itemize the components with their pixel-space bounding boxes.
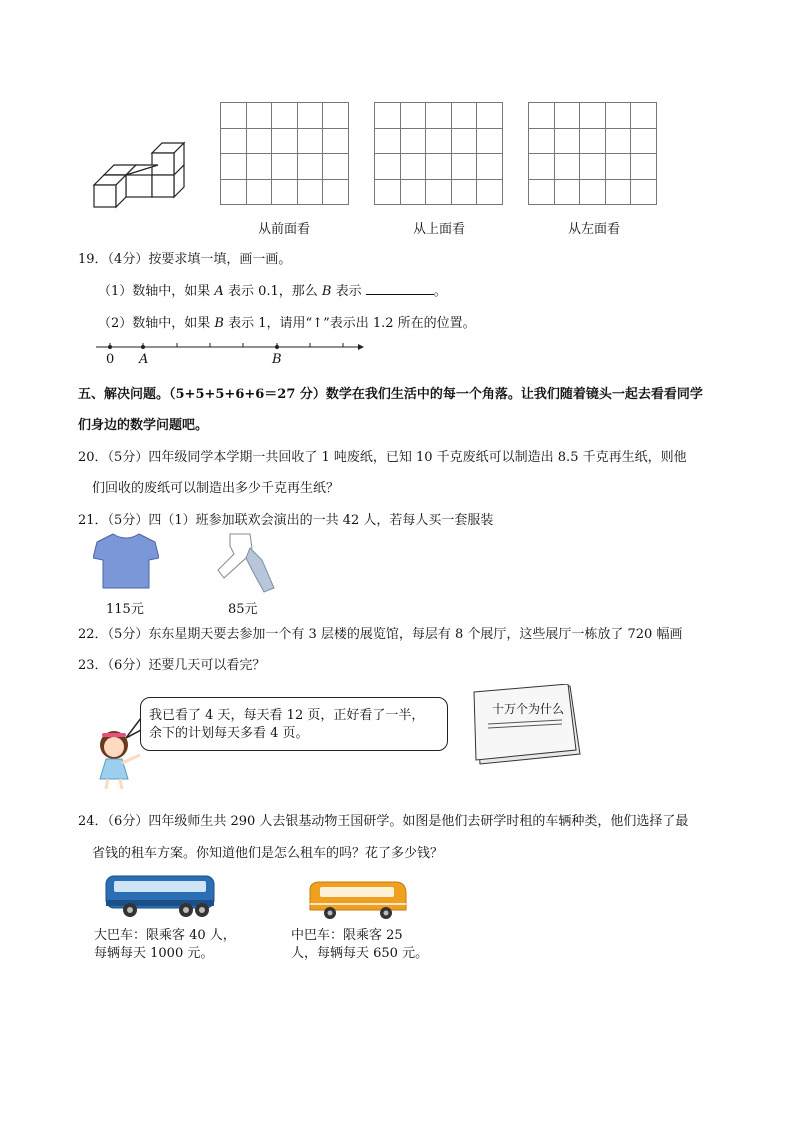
q19-part1-end: 。 [433, 284, 447, 299]
book-icon [470, 684, 582, 766]
q19-part2-b: B [214, 316, 224, 331]
q19-part2-prefix: （2）数轴中，如果 [98, 316, 211, 331]
speech-bubble [140, 697, 448, 751]
question-19-title: 19．（4分）按要求填一填，画一画。 [78, 252, 292, 267]
left-view-grid[interactable] [528, 102, 657, 205]
tshirt-price: 115元 [106, 602, 144, 617]
big-bus-caption-2: 每辆每天 1000 元。 [94, 946, 214, 961]
q19-part1-mid: 表示 0.1，那么 [227, 284, 318, 299]
question-24-line2: 省钱的租车方案。你知道他们是怎么租车的吗？花了多少钱？ [92, 846, 444, 861]
question-20-line1: 20．（5分）四年级同学本学期一共回收了 1 吨废纸，已知 10 千克废纸可以制造出 8.5 千克再生纸，则他 [78, 450, 687, 465]
top-view-label: 从上面看 [413, 222, 466, 237]
big-bus-caption-1: 大巴车：限乘客 40 人， [94, 928, 236, 943]
q19-part1-prefix: （1）数轴中，如果 [98, 284, 211, 299]
answer-blank[interactable] [366, 282, 434, 295]
q19-part1-b: B [321, 284, 332, 299]
section-5-line2: 们身边的数学问题吧。 [78, 418, 209, 433]
question-24-line1: 24．（6分）四年级师生共 290 人去银基动物王国研学。如图是他们去研学时租的车辆种类，他们选择了最 [78, 814, 689, 829]
q19-part2-suffix: 表示 1，请用“↑”表示出 1.2 所在的位置。 [228, 316, 476, 331]
number-line[interactable] [92, 340, 364, 354]
bubble-line-1: 我已看了 4 天，每天看 12 页，正好看了一半， [149, 708, 425, 723]
big-bus-icon[interactable] [104, 872, 218, 920]
front-view-grid[interactable] [220, 102, 349, 205]
pants-icon [216, 532, 276, 594]
bubble-line-2: 余下的计划每天多看 4 页。 [149, 726, 309, 741]
q19-part1-suffix: 表示 [335, 284, 362, 299]
book-title: 十万个为什么 [492, 702, 565, 716]
question-20-line2: 们回收的废纸可以制造出多少千克再生纸？ [92, 481, 340, 496]
question-22-line1: 22．（5分）东东星期天要去参加一个有 3 层楼的展览馆，每层有 8 个展厅，这些展厅一栋放了 720 幅画 [78, 627, 683, 642]
left-view-label: 从左面看 [568, 222, 621, 237]
question-23-line1: 23．（6分）还要几天可以看完？ [78, 658, 266, 673]
section-5-line1: 五、解决问题。（5+5+5+6+6＝27 分）数学在我们生活中的每一个角落。让我们随着镜头一起去看看同学 [78, 387, 703, 402]
axis-label-b: B [272, 352, 282, 367]
question-21-line1: 21．（5分）四（1）班参加联欢会演出的一共 42 人，若每人买一套服装 [78, 513, 494, 528]
axis-label-a: A [139, 352, 149, 367]
question-19-part1 [98, 280, 447, 299]
question-19-part2 [98, 312, 476, 331]
mid-bus-caption-1: 中巴车：限乘客 25 [291, 928, 403, 943]
axis-label-zero: 0 [106, 352, 115, 367]
mid-bus-icon[interactable] [306, 880, 410, 922]
tshirt-icon [93, 532, 159, 590]
q19-part1-a: A [214, 284, 224, 299]
cube-stack-figure [90, 138, 190, 213]
top-view-grid[interactable] [374, 102, 503, 205]
pants-price: 85元 [228, 602, 258, 617]
front-view-label: 从前面看 [258, 222, 311, 237]
mid-bus-caption-2: 人，每辆每天 650 元。 [291, 946, 429, 961]
